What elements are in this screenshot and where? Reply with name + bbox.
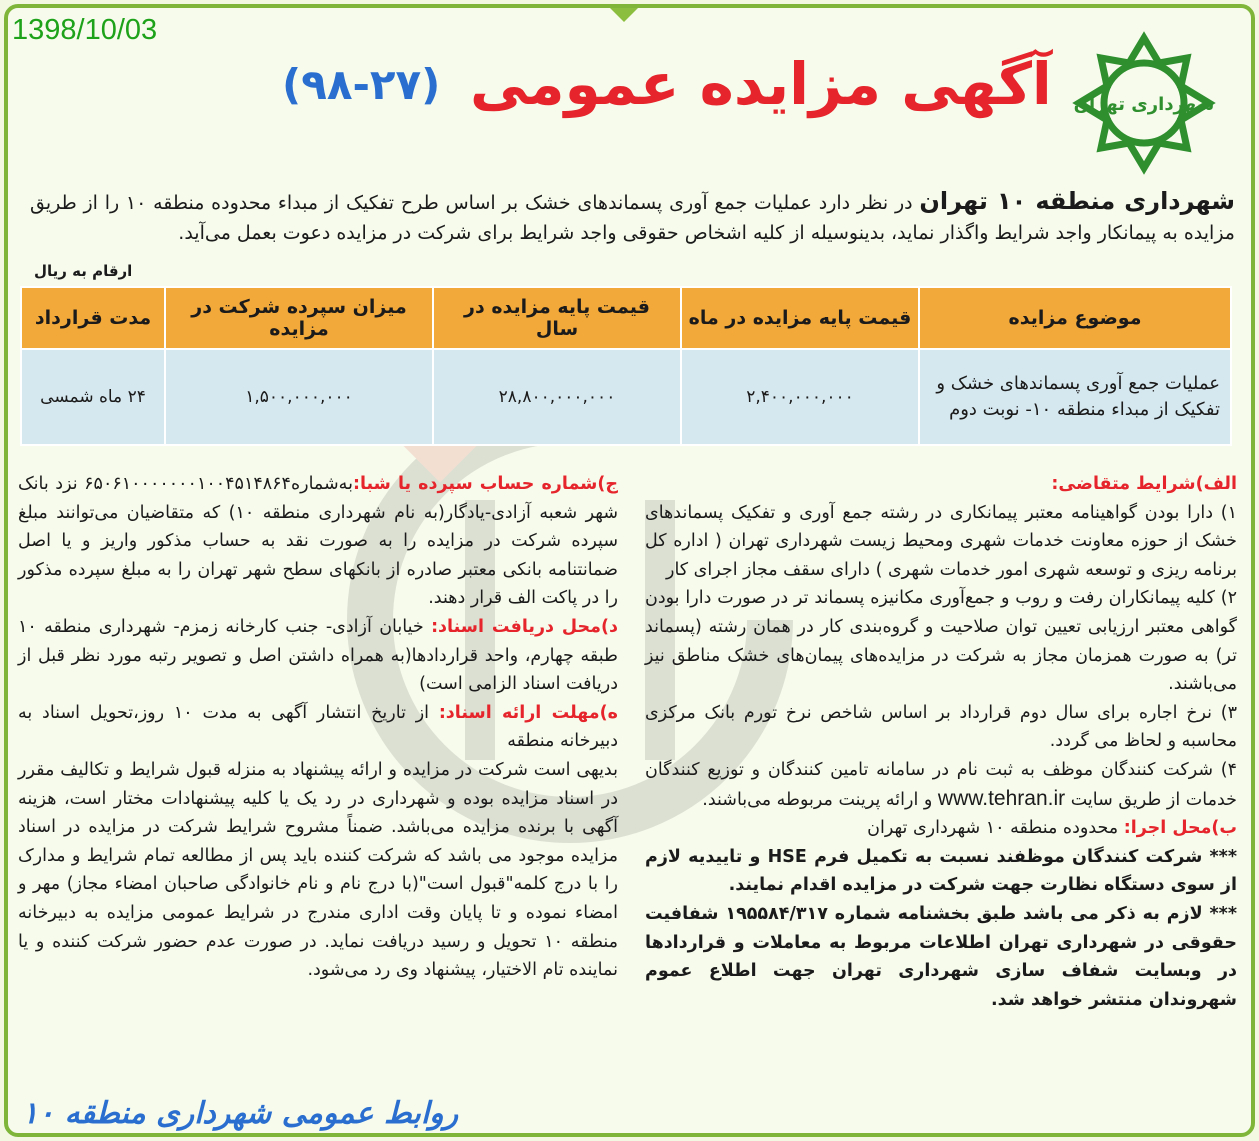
intro-organization: شهرداری منطقه ۱۰ تهران bbox=[919, 187, 1235, 215]
publication-date: 1398/10/03 bbox=[12, 14, 158, 46]
table-row bbox=[21, 349, 1231, 445]
condition-3: ۳) نرخ اجاره برای سال دوم قرارداد بر اساس شاخص نرخ تورم بانک مرکزی محاسبه و لحاظ می گردد. bbox=[645, 702, 1237, 752]
condition-4 bbox=[645, 756, 1237, 814]
cell-deposit: ۱,۵۰۰,۰۰۰,۰۰۰ bbox=[165, 349, 433, 445]
table-header-row bbox=[21, 287, 1231, 349]
cell-yearly: ۲۸,۸۰۰,۰۰۰,۰۰۰ bbox=[433, 349, 681, 445]
note-transparency: *** لازم به ذکر می باشد طبق بخشنامه شماره ۱۹۵۵۸۴/۳۱۷ شفافیت حقوقی در شهرداری تهران اطلاعات مربوط به معاملات و قراردادها در وبسایت شفاف سازی شهرداری تهران جهت اطلاع عموم شهروندان منتشر خواهد شد. bbox=[645, 903, 1237, 1010]
svg-text:شهرداری تهران bbox=[1074, 94, 1215, 115]
doc-pickup-text: خیابان آزادی- جنب کارخانه زمزم- شهرداری منطقه ۱۰ طبقه چهارم، واحد قراردادها(به همراه داشتن اصل و تصویر رتبه مورد نظر قبل از دریافت اسناد الزامی است) bbox=[18, 616, 618, 695]
tehran-site-link[interactable]: www.tehran.ir bbox=[937, 786, 1066, 810]
condition-4-text-a: ۴) شرکت کنندگان موظف به ثبت نام در سامانه تامین کنندگان و توزیع کنندگان خدمات از طریق سایت bbox=[645, 759, 1237, 810]
left-column bbox=[18, 470, 618, 985]
deadline-heading: ه)مهلت ارائه اسناد: bbox=[438, 702, 618, 723]
terms-paragraph: بدیهی است شرکت در مزایده و ارائه پیشنهاد به منزله قبول شرایط و تکالیف مقرر در اسناد مزایده بوده و شهرداری در رد یک یا کلیه پیشنهادات مختار است، هزینه آگهی با برنده مزایده می‌باشد. ضمناً مشروح شرایط شرکت در مزایده در اسناد مزایده موجود می باشد که شرکت کننده باید پس از مطالعه تمام شرایط و مدارک را با درج کلمه"قبول است"(با درج نام و نام خانوادگی صاحبان امضاء مجاز) مهر و امضاء نموده و تا پایان وقت اداری مندرج در شرایط عمومی مزایده به دبیرخانه منطقه ۱۰ تحویل و رسید دریافت نماید. در صورت عدم حضور شرکت کننده و یا نماینده تام الاختیار، پیشنهاد وی رد می‌شود. bbox=[18, 759, 618, 981]
logo-text: شهرداری تهران bbox=[1073, 94, 1215, 115]
ad-number: (۹۸-۲۷) bbox=[282, 60, 441, 109]
units-note: ارقام به ریال bbox=[34, 262, 133, 280]
deposit-account-heading: ج)شماره حساب سپرده یا شبا: bbox=[352, 474, 618, 494]
table-header-monthly: قیمت پایه مزایده در ماه bbox=[681, 287, 919, 349]
tehran-municipality-logo-icon bbox=[1069, 28, 1219, 178]
condition-2: ۲) کلیه پیمانکاران رفت و روب و جمع‌آوری مکانیزه پسماند تر در صورت دارا بودن گواهی معتبر ارزیابی تعیین توان صلاحیت و گروه‌بندی کار در همان رشته (پسماند تر) به صورت همزمان مجاز به شرکت در مزایده‌های پیمان‌های خشک مناطق نیز می‌باشند. bbox=[645, 588, 1237, 695]
footer-signature: روابط عمومی شهرداری منطقه ۱۰ bbox=[22, 1096, 459, 1131]
right-column bbox=[645, 470, 1237, 1014]
table-header-yearly: قیمت پایه مزایده در سال bbox=[433, 287, 681, 349]
condition-1: ۱) دارا بودن گواهینامه معتبر پیمانکاری در رشته جمع آوری و تفکیک پسماندهای خشک از حوزه معاونت خدمات شهری ومحیط زیست شهرداری تهران ( اداره کل برنامه ریزی و توسعه شهری امور خدمات شهری ) دارای سقف مجاز اجرای کار bbox=[645, 502, 1237, 580]
doc-pickup-heading: د)محل دریافت اسناد: bbox=[431, 616, 618, 637]
ad-title: آگهی مزایده عمومی bbox=[470, 50, 1052, 118]
intro-paragraph bbox=[30, 186, 1235, 248]
table-header-duration: مدت قرارداد bbox=[21, 287, 165, 349]
deadline-text: از تاریخ انتشار آگهی به مدت ۱۰ روز،تحویل اسناد به دبیرخانه منطقه bbox=[18, 702, 618, 752]
deposit-account-text: به‌شماره۶۵۰۶۱۰۰۰۰۰۰۰۱۰۰۴۵۱۴۸۶۴ نزد بانک شهر شعبه آزادی-یادگار(به نام شهرداری منطقه ۱۰) که متقاضیان می‌توانند مبلغ سپرده شرکت در مزایده را به صورت نقد به حساب مذکور واریز و یا اصل ضمانتنامه بانکی معتبر صادره از بانکهای سطح شهر تهران را به مبلغ سپرده مذکور را در پاکت الف قرار دهند. bbox=[18, 474, 618, 609]
cell-duration: ۲۴ ماه شمسی bbox=[21, 349, 165, 445]
top-notch-decoration bbox=[610, 8, 638, 22]
auction-table bbox=[20, 286, 1232, 446]
table-header-deposit: میزان سپرده شرکت در مزایده bbox=[165, 287, 433, 349]
cell-monthly: ۲,۴۰۰,۰۰۰,۰۰۰ bbox=[681, 349, 919, 445]
conditions-heading: الف)شرایط متقاضی: bbox=[1051, 474, 1237, 494]
condition-4-text-b: و ارائه پرینت مربوطه می‌باشند. bbox=[702, 789, 938, 810]
table-header-subject: موضوع مزایده bbox=[919, 287, 1231, 349]
note-hse: *** شرکت کنندگان موظفند نسبت به تکمیل فرم HSE و تاییدیه لازم از سوی دستگاه نظارت جهت شرکت در مزایده اقدام نمایند. bbox=[645, 846, 1237, 896]
intro-text: در نظر دارد عملیات جمع آوری پسماندهای خشک بر اساس طرح تفکیک از مبداء محدوده منطقه ۱۰ را از طریق مزایده به پیمانکار واجد شرایط واگذار نماید، بدینوسیله از کلیه اشخاص حقوقی واجد شرایط برای شرکت در مزایده دعوت بعمل می‌آید. bbox=[30, 192, 1235, 244]
cell-subject: عملیات جمع آوری پسماندهای خشک و تفکیک از مبداء منطقه ۱۰- نوبت دوم bbox=[919, 349, 1231, 445]
location-text: محدوده منطقه ۱۰ شهرداری تهران bbox=[867, 818, 1124, 839]
location-heading: ب)محل اجرا: bbox=[1123, 818, 1237, 839]
